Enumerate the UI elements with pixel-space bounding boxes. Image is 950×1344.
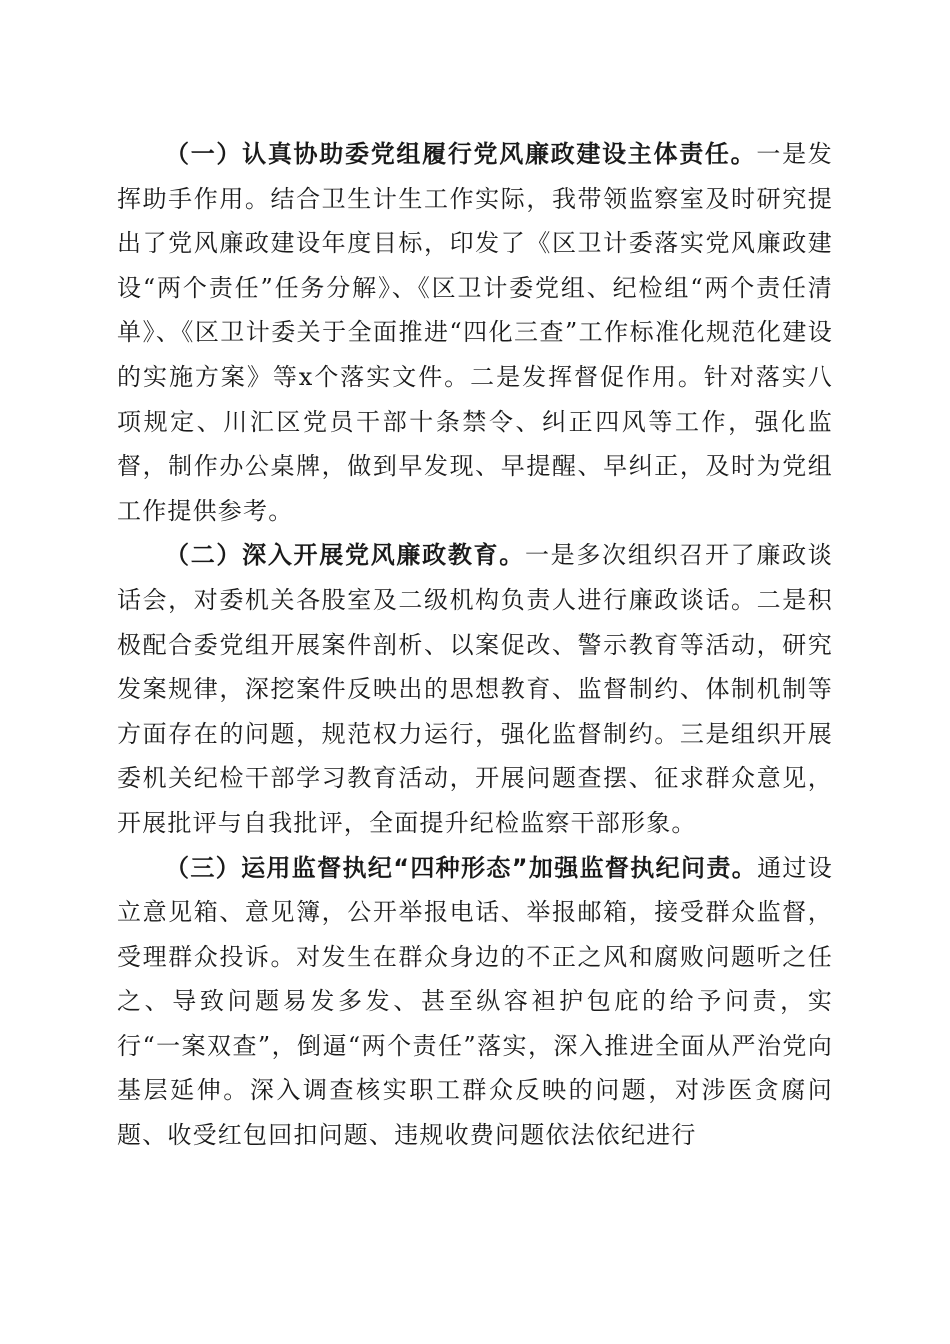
paragraph-2 [117,533,833,845]
paragraph-1-text: 一是发挥助手作用。结合卫生计生工作实际，我带领监察室及时研究提出了党风廉政建设年度目标，印发了《区卫计委落实党风廉政建设“两个责任”任务分解》、《区卫计委党组、纪检组“两个责任清单》、《区卫计委关于全面推进“四化三查”工作标准化规范化建设的实施方案》等x个落实文件。二是发挥督促作用。针对落实八项规定、川汇区党员干部十条禁令、纠正四风等工作，强化监督，制作办公桌牌，做到早发现、早提醒、早纠正，及时为党组工作提供参考。 [117,140,833,525]
paragraph-3-heading: （三）运用监督执纪“四种形态”加强监督执纪问责。 [165,853,758,882]
paragraph-3-text: 通过设立意见箱、意见簿，公开举报电话、举报邮箱，接受群众监督，受理群众投诉。对发生在群众身边的不正之风和腐败问题听之任之、导致问题易发多发、甚至纵容袒护包庇的给予问责，实行“一案双查”，倒逼“两个责任”落实，深入推进全面从严治党向基层延伸。深入调查核实职工群众反映的问题，对涉医贪腐问题、收受红包回扣问题、违规收费问题依法依纪进行 [117,853,833,1150]
paragraph-2-heading: （二）深入开展党风廉政教育。 [165,541,525,570]
paragraph-3 [117,846,833,1158]
paragraph-2-text: 一是多次组织召开了廉政谈话会，对委机关各股室及二级机构负责人进行廉政谈话。二是积极配合委党组开展案件剖析、以案促改、警示教育等活动，研究发案规律，深挖案件反映出的思想教育、监督制约、体制机制等方面存在的问题，规范权力运行，强化监督制约。三是组织开展委机关纪检干部学习教育活动，开展问题查摆、征求群众意见，开展批评与自我批评，全面提升纪检监察干部形象。 [117,541,833,837]
paragraph-1 [117,132,833,533]
paragraph-1-heading: （一）认真协助委党组履行党风廉政建设主体责任。 [165,140,757,168]
document-body [117,132,833,1158]
